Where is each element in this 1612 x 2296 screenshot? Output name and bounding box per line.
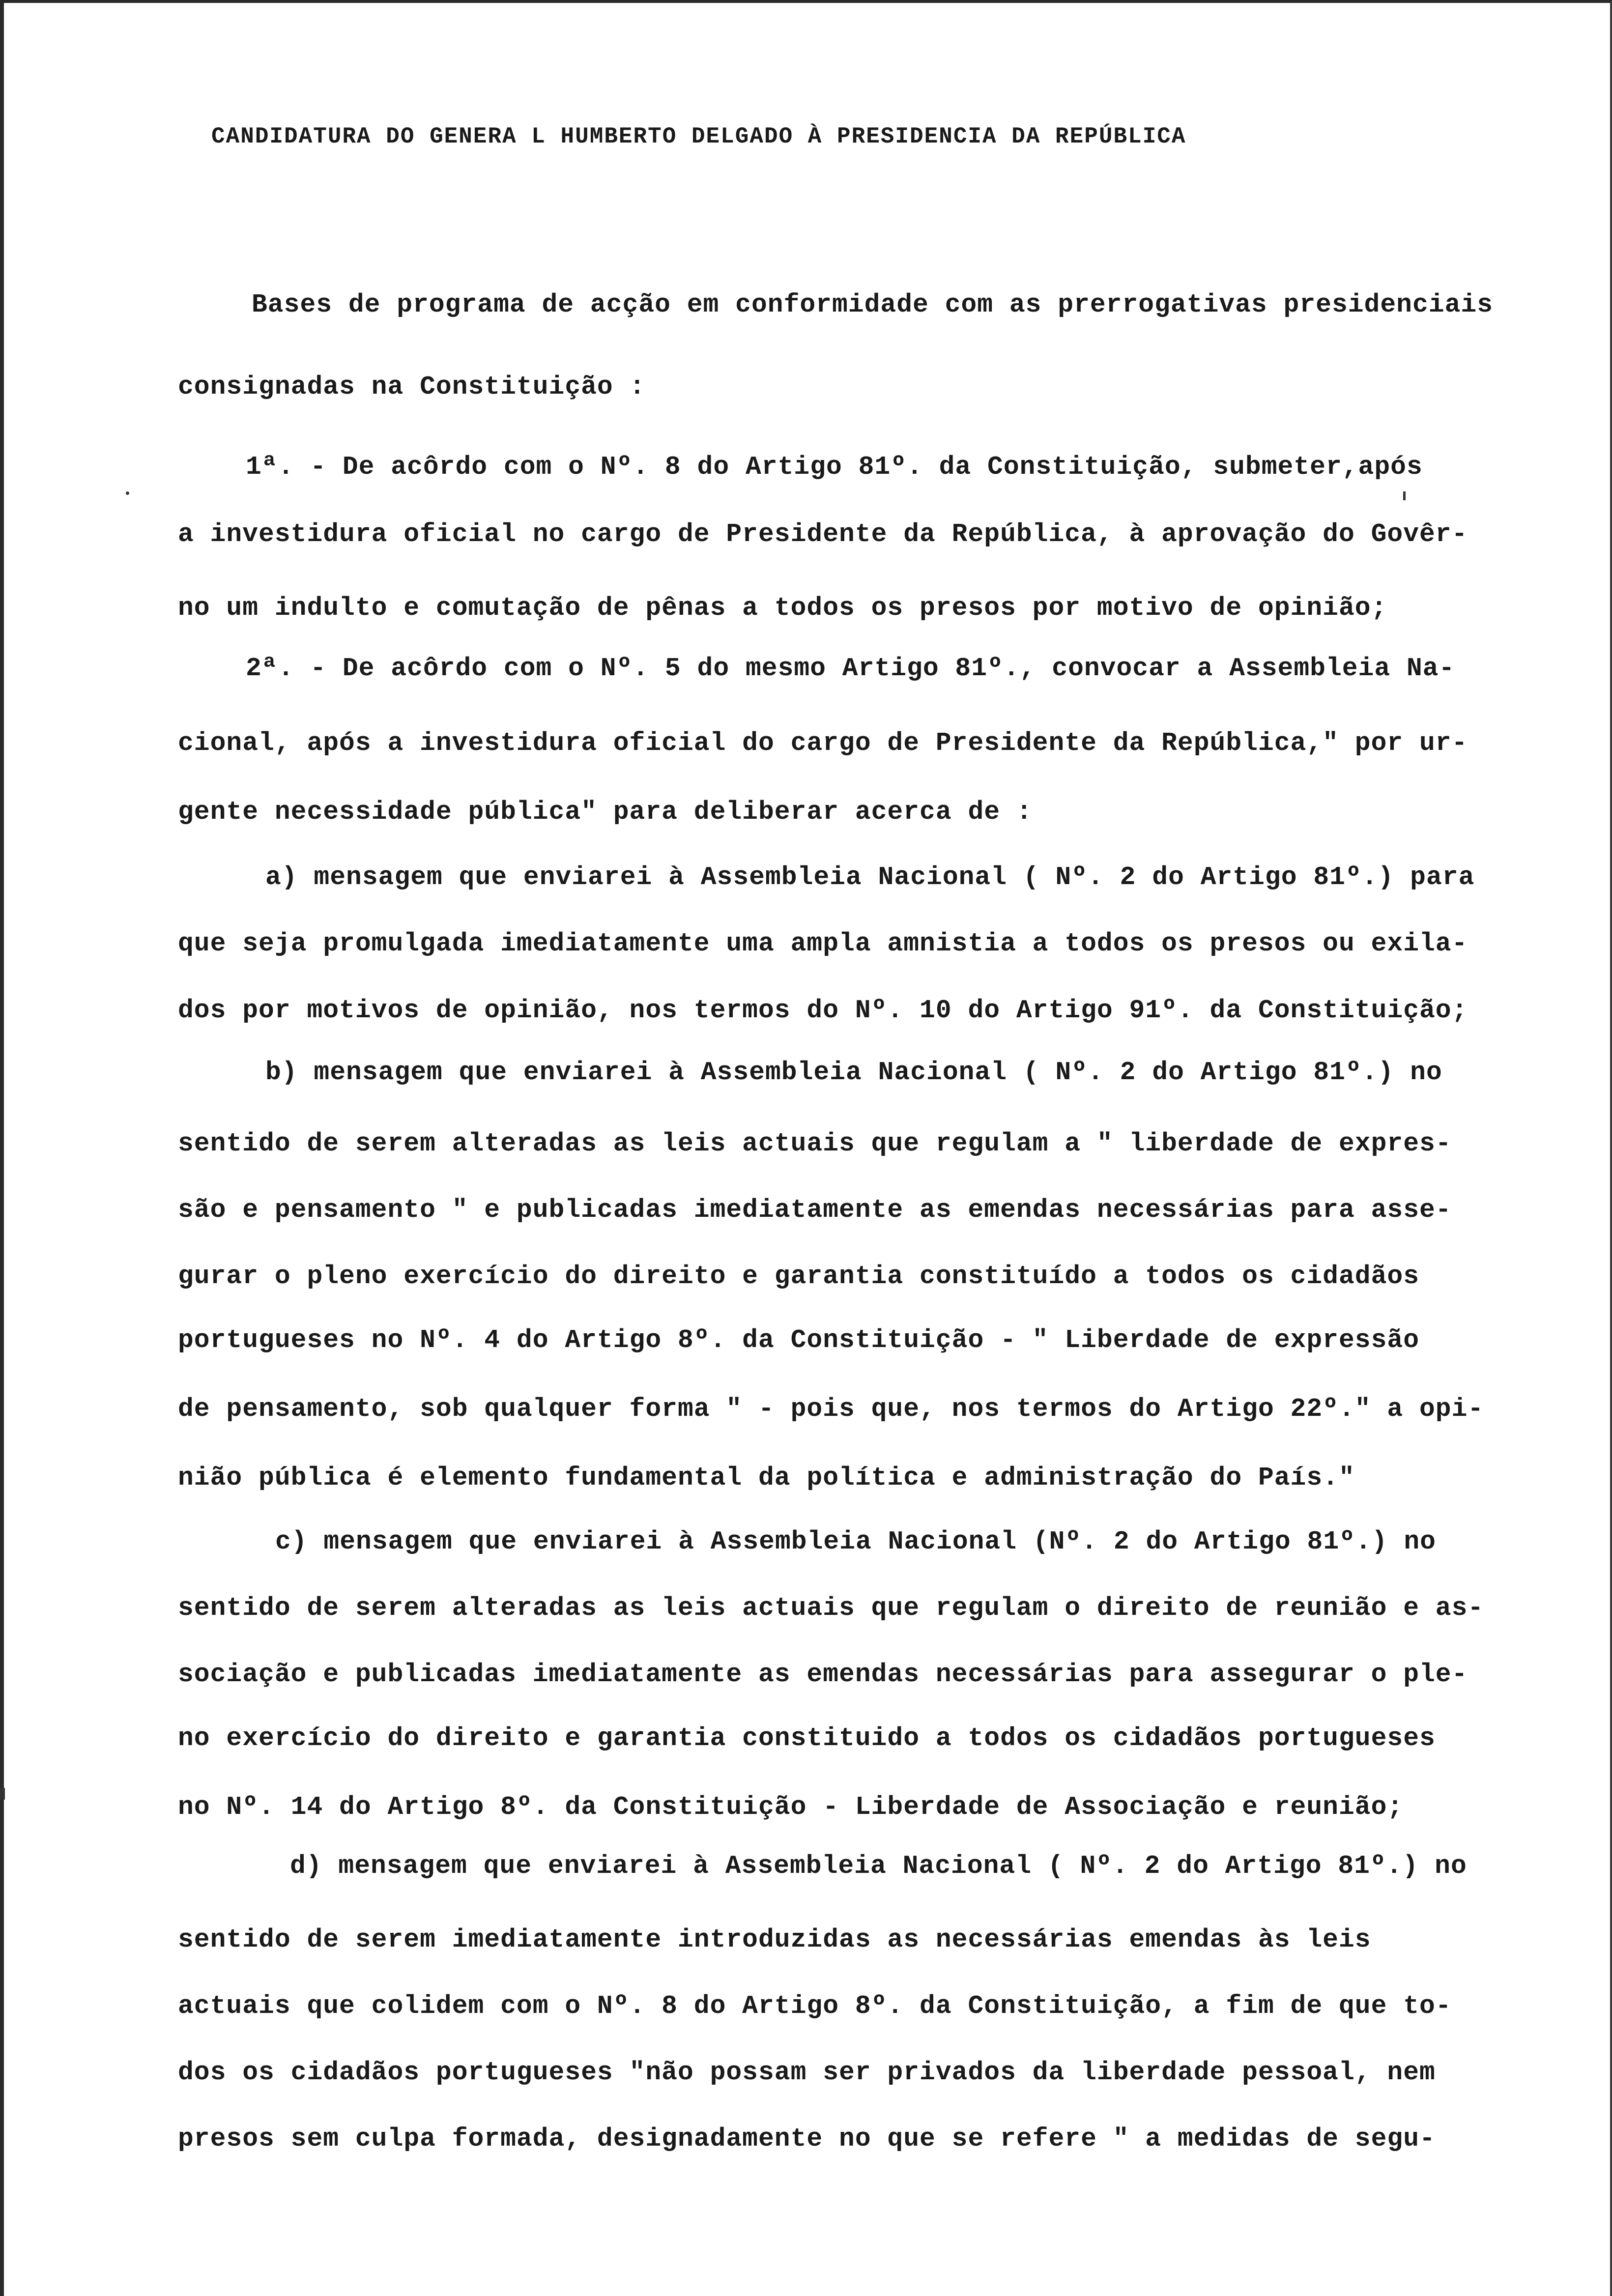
text-line: gente necessidade pública" para deliberar acerca de :	[178, 797, 1033, 827]
text-line: dos por motivos de opinião, nos termos do Nº. 10 do Artigo 91º. da Constituição;	[178, 996, 1468, 1025]
text-line: sentido de serem alteradas as leis actuais que regulam o direito de reunião e as-	[178, 1593, 1484, 1623]
scan-speck	[1403, 491, 1406, 500]
scan-speck	[126, 491, 129, 495]
text-line: no Nº. 14 do Artigo 8º. da Constituição - Liberdade de Associação e reunião;	[178, 1792, 1404, 1822]
text-line: dos os cidadãos portugueses "não possam ser privados da liberdade pessoal, nem	[178, 2058, 1436, 2087]
scan-speck	[0, 1788, 5, 1800]
text-line: presos sem culpa formada, designadamente no que se refere " a medidas de segu-	[178, 2124, 1436, 2153]
text-line: nião pública é elemento fundamental da política e administração do País."	[178, 1463, 1355, 1492]
text-line: a) mensagem que enviarei à Assembleia Nacional ( Nº. 2 do Artigo 81º.) para	[265, 862, 1475, 892]
text-line: 1ª. - De acôrdo com o Nº. 8 do Artigo 81º. da Constituição, submeter,após	[246, 452, 1423, 482]
text-line: de pensamento, sob qualquer forma " - pois que, nos termos do Artigo 22º." a opi-	[178, 1394, 1484, 1424]
text-line: d) mensagem que enviarei à Assembleia Nacional ( Nº. 2 do Artigo 81º.) no	[290, 1851, 1467, 1881]
text-line: portugueses no Nº. 4 do Artigo 8º. da Constituição - " Liberdade de expressão	[178, 1325, 1419, 1355]
text-line: 2ª. - De acôrdo com o Nº. 5 do mesmo Artigo 81º., convocar a Assembleia Na-	[246, 654, 1455, 683]
text-line: cional, após a investidura oficial do cargo de Presidente da República," por ur-	[178, 728, 1468, 758]
text-line: sentido de serem alteradas as leis actuais que regulam a " liberdade de expres-	[178, 1129, 1452, 1158]
text-line: no exercício do direito e garantia constituido a todos os cidadãos portugueses	[178, 1723, 1436, 1753]
text-line: actuais que colidem com o Nº. 8 do Artigo 8º. da Constituição, a fim de que to-	[178, 1991, 1452, 2021]
text-line: sentido de serem imediatamente introduzidas as necessárias emendas às leis	[178, 1925, 1371, 1954]
text-line: que seja promulgada imediatamente uma ampla amnistia a todos os presos ou exila-	[178, 929, 1468, 958]
text-line: consignadas na Constituição :	[178, 372, 646, 402]
text-line: b) mensagem que enviarei à Assembleia Nacional ( Nº. 2 do Artigo 81º.) no	[265, 1058, 1442, 1087]
text-line: sociação e publicadas imediatamente as emendas necessárias para assegurar o ple-	[178, 1660, 1468, 1689]
text-line: c) mensagem que enviarei à Assembleia Nacional (Nº. 2 do Artigo 81º.) no	[275, 1527, 1436, 1556]
text-line: gurar o pleno exercício do direito e garantia constituído a todos os cidadãos	[178, 1262, 1419, 1291]
text-line: no um indulto e comutação de pênas a todos os presos por motivo de opinião;	[178, 593, 1387, 623]
text-line: são e pensamento " e publicadas imediatamente as emendas necessárias para asse-	[178, 1195, 1452, 1225]
text-line: a investidura oficial no cargo de Presidente da República, à aprovação do Govêr-	[178, 519, 1468, 549]
document-title: CANDIDATURA DO GENERA L HUMBERTO DELGADO À PRESIDENCIA DA REPÚBLICA	[211, 124, 1186, 149]
text-line: Bases de programa de acção em conformidade com as prerrogativas presidenciais	[252, 290, 1493, 319]
